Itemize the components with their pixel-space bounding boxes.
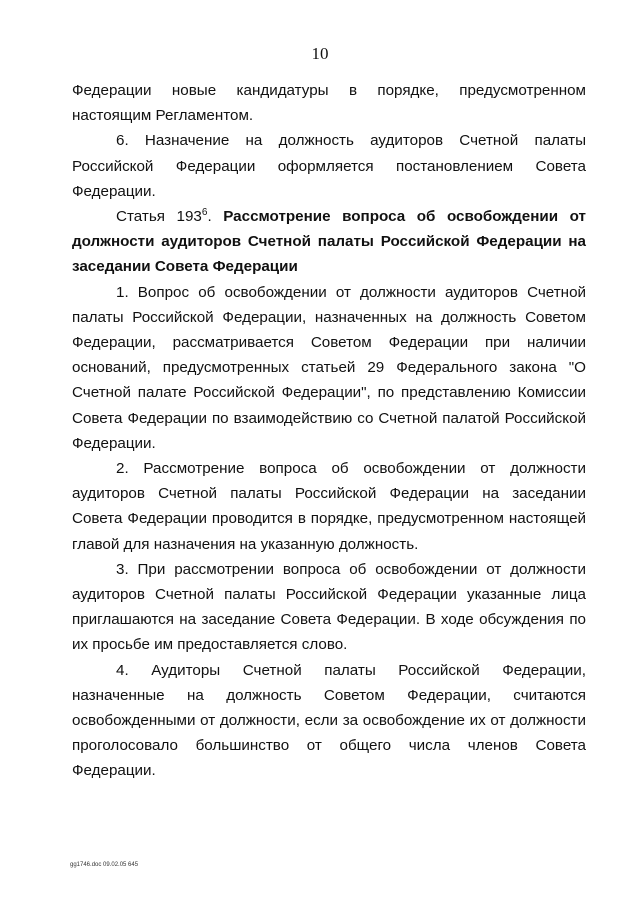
footer-file-reference: gg1746.doc 09.02.05 645 (70, 862, 139, 868)
point-2: 2. Рассмотрение вопроса об освобождении от должности аудиторов Счетной палаты Российской Федерации на заседании Совета Федерации проводится в порядке, предусмотренном настоящей главой для назначения на указанную должность. (72, 460, 586, 553)
article-heading (72, 204, 586, 280)
point-3: 3. При рассмотрении вопроса об освобождении от должности аудиторов Счетной палаты Российской Федерации указанные лица приглашаются на заседание Совета Федерации. В ходе обсуждения по их просьбе им предоставляется слово. (72, 560, 586, 654)
document-body (72, 78, 586, 784)
item-6-paragraph: 6. Назначение на должность аудиторов Счетной палаты Российской Федерации оформляется постановлением Совета Федерации. (72, 132, 586, 200)
article-number: Статья 193 (116, 208, 202, 226)
point-1: 1. Вопрос об освобождении от должности аудиторов Счетной палаты Российской Федерации, назначенных на должность Советом Федерации, рассматривается Советом Федерации при наличии оснований, предусмотренных статьей 29 Федерального закона "О Счетной палате Российской Федерации", по представлению Комиссии Совета Федерации по взаимодействию со Счетной палатой Российской Федерации. (72, 283, 586, 452)
intro-paragraph: Федерации новые кандидатуры в порядке, предусмотренном настоящим Регламентом. (72, 82, 586, 125)
article-dot: . (207, 208, 212, 226)
page-number: 10 (311, 44, 329, 63)
point-4: 4. Аудиторы Счетной палаты Российской Федерации, назначенные на должность Советом Федерации, считаются освобожденными от должности, если за освобождение их от должности проголосовало большинство от общего числа членов Совета Федерации. (72, 661, 586, 780)
article-title: Рассмотрение вопроса об освобождении от должности аудиторов Счетной палаты Российской Федерации на заседании Совета Федерации (72, 208, 586, 276)
article-superscript: 6 (201, 206, 208, 218)
